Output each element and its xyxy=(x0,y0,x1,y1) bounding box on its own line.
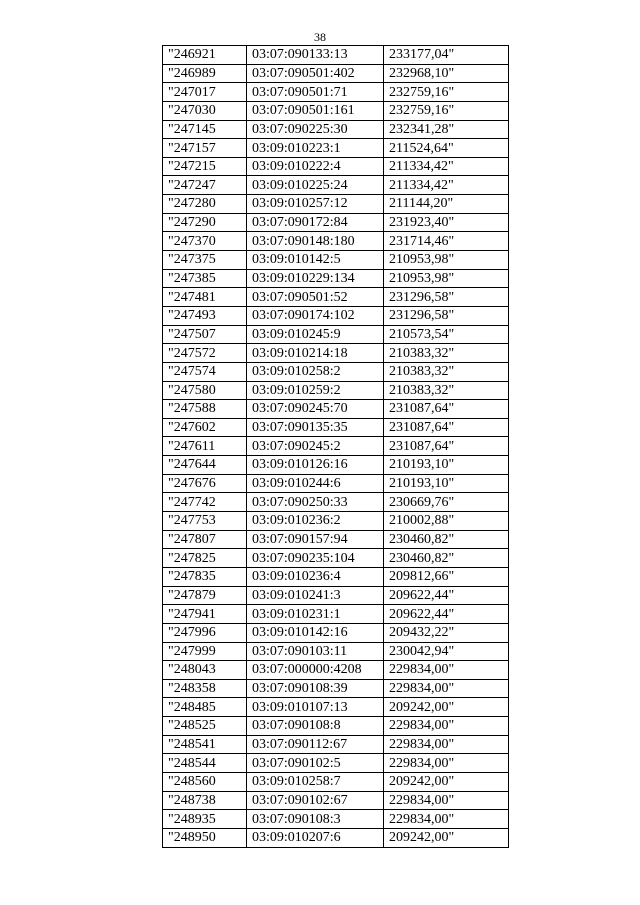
id-cell: "247580 xyxy=(163,381,247,400)
table-row xyxy=(163,791,509,810)
amount-cell: 210953,98" xyxy=(384,251,509,270)
id-cell: "247290 xyxy=(163,213,247,232)
amount-cell: 229834,00" xyxy=(384,810,509,829)
cadastral-number-cell: 03:07:090250:33 xyxy=(247,493,384,512)
table-row xyxy=(163,83,509,102)
id-cell: "247835 xyxy=(163,567,247,586)
amount-cell: 231296,58" xyxy=(384,288,509,307)
cadastral-number-cell: 03:07:090157:94 xyxy=(247,530,384,549)
amount-cell: 233177,04" xyxy=(384,46,509,65)
cadastral-number-cell: 03:09:010207:6 xyxy=(247,828,384,847)
amount-cell: 231714,46" xyxy=(384,232,509,251)
id-cell: "246921 xyxy=(163,46,247,65)
id-cell: "248560 xyxy=(163,772,247,791)
amount-cell: 210383,32" xyxy=(384,381,509,400)
table-row xyxy=(163,530,509,549)
amount-cell: 230042,94" xyxy=(384,642,509,661)
amount-cell: 230460,82" xyxy=(384,549,509,568)
id-cell: "248544 xyxy=(163,754,247,773)
id-cell: "247644 xyxy=(163,456,247,475)
amount-cell: 211524,64" xyxy=(384,139,509,158)
table-row xyxy=(163,567,509,586)
cadastral-number-cell: 03:09:010223:1 xyxy=(247,139,384,158)
table-row xyxy=(163,623,509,642)
amount-cell: 229834,00" xyxy=(384,717,509,736)
table-row xyxy=(163,381,509,400)
table-row xyxy=(163,213,509,232)
table-row xyxy=(163,679,509,698)
amount-cell: 232968,10" xyxy=(384,64,509,83)
amount-cell: 211334,42" xyxy=(384,176,509,195)
cadastral-number-cell: 03:07:090135:35 xyxy=(247,418,384,437)
amount-cell: 209242,00" xyxy=(384,828,509,847)
table-row xyxy=(163,493,509,512)
id-cell: "247017 xyxy=(163,83,247,102)
id-cell: "248043 xyxy=(163,661,247,680)
amount-cell: 209242,00" xyxy=(384,772,509,791)
id-cell: "247215 xyxy=(163,157,247,176)
table-row xyxy=(163,717,509,736)
cadastral-number-cell: 03:09:010229:134 xyxy=(247,269,384,288)
id-cell: "247481 xyxy=(163,288,247,307)
cadastral-number-cell: 03:07:000000:4208 xyxy=(247,661,384,680)
cadastral-number-cell: 03:09:010126:16 xyxy=(247,456,384,475)
amount-cell: 209432,22" xyxy=(384,623,509,642)
cadastral-number-cell: 03:07:090148:180 xyxy=(247,232,384,251)
table-row xyxy=(163,288,509,307)
cadastral-number-cell: 03:09:010236:4 xyxy=(247,567,384,586)
table-row xyxy=(163,176,509,195)
id-cell: "247807 xyxy=(163,530,247,549)
cadastral-number-cell: 03:07:090245:70 xyxy=(247,400,384,419)
cadastral-number-cell: 03:07:090225:30 xyxy=(247,120,384,139)
id-cell: "247941 xyxy=(163,605,247,624)
table-row xyxy=(163,549,509,568)
cadastral-number-cell: 03:09:010257:12 xyxy=(247,195,384,214)
cadastral-number-cell: 03:09:010107:13 xyxy=(247,698,384,717)
table-row xyxy=(163,661,509,680)
id-cell: "247753 xyxy=(163,512,247,531)
amount-cell: 232341,28" xyxy=(384,120,509,139)
id-cell: "246989 xyxy=(163,64,247,83)
cadastral-number-cell: 03:07:090102:5 xyxy=(247,754,384,773)
amount-cell: 230669,76" xyxy=(384,493,509,512)
amount-cell: 231923,40" xyxy=(384,213,509,232)
cadastral-number-cell: 03:09:010245:9 xyxy=(247,325,384,344)
cadastral-number-cell: 03:09:010236:2 xyxy=(247,512,384,531)
table-row xyxy=(163,810,509,829)
amount-cell: 232759,16" xyxy=(384,101,509,120)
cadastral-number-cell: 03:07:090501:402 xyxy=(247,64,384,83)
table-row xyxy=(163,46,509,65)
cadastral-number-cell: 03:07:090108:8 xyxy=(247,717,384,736)
table-row xyxy=(163,344,509,363)
id-cell: "247157 xyxy=(163,139,247,158)
table-row xyxy=(163,605,509,624)
id-cell: "247145 xyxy=(163,120,247,139)
table-row xyxy=(163,828,509,847)
cadastral-number-cell: 03:09:010244:6 xyxy=(247,474,384,493)
id-cell: "247572 xyxy=(163,344,247,363)
id-cell: "248358 xyxy=(163,679,247,698)
amount-cell: 231087,64" xyxy=(384,400,509,419)
id-cell: "247385 xyxy=(163,269,247,288)
amount-cell: 210193,10" xyxy=(384,474,509,493)
table-row xyxy=(163,586,509,605)
id-cell: "247280 xyxy=(163,195,247,214)
id-cell: "247879 xyxy=(163,586,247,605)
amount-cell: 210002,88" xyxy=(384,512,509,531)
id-cell: "247370 xyxy=(163,232,247,251)
table-row xyxy=(163,512,509,531)
id-cell: "248541 xyxy=(163,735,247,754)
table-row xyxy=(163,195,509,214)
id-cell: "247602 xyxy=(163,418,247,437)
cadastral-number-cell: 03:09:010214:18 xyxy=(247,344,384,363)
id-cell: "247507 xyxy=(163,325,247,344)
id-cell: "247247 xyxy=(163,176,247,195)
table-row xyxy=(163,157,509,176)
table-row xyxy=(163,139,509,158)
cadastral-number-cell: 03:09:010258:7 xyxy=(247,772,384,791)
cadastral-number-cell: 03:07:090103:11 xyxy=(247,642,384,661)
amount-cell: 209622,44" xyxy=(384,586,509,605)
amount-cell: 210573,54" xyxy=(384,325,509,344)
cadastral-number-cell: 03:09:010259:2 xyxy=(247,381,384,400)
id-cell: "247999 xyxy=(163,642,247,661)
cadastral-number-cell: 03:09:010142:16 xyxy=(247,623,384,642)
amount-cell: 210193,10" xyxy=(384,456,509,475)
id-cell: "247493 xyxy=(163,306,247,325)
amount-cell: 211144,20" xyxy=(384,195,509,214)
id-cell: "248525 xyxy=(163,717,247,736)
table-row xyxy=(163,437,509,456)
table-row xyxy=(163,754,509,773)
table-row xyxy=(163,362,509,381)
amount-cell: 210383,32" xyxy=(384,362,509,381)
amount-cell: 229834,00" xyxy=(384,754,509,773)
table-row xyxy=(163,735,509,754)
id-cell: "247742 xyxy=(163,493,247,512)
page-number: 38 xyxy=(314,30,326,44)
id-cell: "247030 xyxy=(163,101,247,120)
table-body xyxy=(163,46,509,848)
table-row xyxy=(163,306,509,325)
amount-cell: 209622,44" xyxy=(384,605,509,624)
table-row xyxy=(163,269,509,288)
cadastral-number-cell: 03:07:090245:2 xyxy=(247,437,384,456)
amount-cell: 229834,00" xyxy=(384,791,509,810)
id-cell: "247588 xyxy=(163,400,247,419)
cadastral-number-cell: 03:07:090108:39 xyxy=(247,679,384,698)
amount-cell: 209242,00" xyxy=(384,698,509,717)
data-table xyxy=(162,45,509,848)
id-cell: "248935 xyxy=(163,810,247,829)
id-cell: "247611 xyxy=(163,437,247,456)
table-row xyxy=(163,642,509,661)
amount-cell: 229834,00" xyxy=(384,679,509,698)
cadastral-number-cell: 03:07:090501:161 xyxy=(247,101,384,120)
cadastral-number-cell: 03:07:090235:104 xyxy=(247,549,384,568)
amount-cell: 211334,42" xyxy=(384,157,509,176)
amount-cell: 231087,64" xyxy=(384,437,509,456)
amount-cell: 232759,16" xyxy=(384,83,509,102)
table-row xyxy=(163,232,509,251)
id-cell: "248950 xyxy=(163,828,247,847)
table-row xyxy=(163,101,509,120)
amount-cell: 229834,00" xyxy=(384,735,509,754)
amount-cell: 231296,58" xyxy=(384,306,509,325)
id-cell: "248485 xyxy=(163,698,247,717)
table-row xyxy=(163,418,509,437)
table-row xyxy=(163,474,509,493)
table-row xyxy=(163,400,509,419)
cadastral-number-cell: 03:09:010241:3 xyxy=(247,586,384,605)
id-cell: "247996 xyxy=(163,623,247,642)
id-cell: "247574 xyxy=(163,362,247,381)
amount-cell: 229834,00" xyxy=(384,661,509,680)
table-row xyxy=(163,456,509,475)
table-row xyxy=(163,698,509,717)
id-cell: "247825 xyxy=(163,549,247,568)
amount-cell: 210953,98" xyxy=(384,269,509,288)
table-row xyxy=(163,64,509,83)
table-row xyxy=(163,120,509,139)
cadastral-number-cell: 03:07:090108:3 xyxy=(247,810,384,829)
amount-cell: 209812,66" xyxy=(384,567,509,586)
amount-cell: 210383,32" xyxy=(384,344,509,363)
cadastral-number-cell: 03:09:010225:24 xyxy=(247,176,384,195)
cadastral-number-cell: 03:07:090501:71 xyxy=(247,83,384,102)
table-row xyxy=(163,325,509,344)
amount-cell: 231087,64" xyxy=(384,418,509,437)
cadastral-number-cell: 03:09:010231:1 xyxy=(247,605,384,624)
cadastral-number-cell: 03:09:010222:4 xyxy=(247,157,384,176)
cadastral-number-cell: 03:07:090172:84 xyxy=(247,213,384,232)
id-cell: "248738 xyxy=(163,791,247,810)
cadastral-number-cell: 03:09:010258:2 xyxy=(247,362,384,381)
cadastral-number-cell: 03:07:090501:52 xyxy=(247,288,384,307)
cadastral-number-cell: 03:07:090133:13 xyxy=(247,46,384,65)
cadastral-number-cell: 03:09:010142:5 xyxy=(247,251,384,270)
cadastral-number-cell: 03:07:090102:67 xyxy=(247,791,384,810)
id-cell: "247676 xyxy=(163,474,247,493)
table-row xyxy=(163,772,509,791)
amount-cell: 230460,82" xyxy=(384,530,509,549)
cadastral-number-cell: 03:07:090112:67 xyxy=(247,735,384,754)
table-row xyxy=(163,251,509,270)
id-cell: "247375 xyxy=(163,251,247,270)
cadastral-number-cell: 03:07:090174:102 xyxy=(247,306,384,325)
